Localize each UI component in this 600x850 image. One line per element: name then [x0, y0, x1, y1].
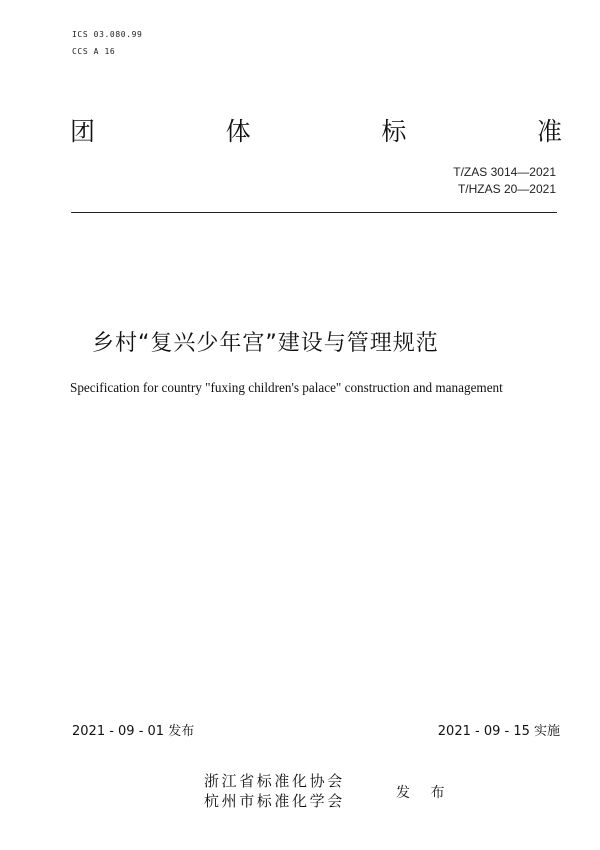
english-title: Specification for country "fuxing children's palace" construction and management: [70, 380, 503, 395]
document-type-heading: [70, 112, 562, 148]
document-type-char: 团: [70, 117, 96, 146]
publisher-hangzhou: 杭州市标准化学会: [204, 792, 345, 810]
header-divider: [71, 212, 557, 213]
standard-number-zas: T/ZAS 3014—2021: [453, 165, 556, 179]
issue-date: 2021 - 09 - 01 发布: [72, 724, 195, 739]
publisher-zhejiang: 浙江省标准化协会: [204, 772, 345, 790]
document-type-char: 准: [536, 117, 562, 146]
publish-label: 发 布: [396, 785, 453, 801]
standard-number-hzas: T/HZAS 20—2021: [457, 182, 556, 196]
chinese-title: 乡村“复兴少年宫”建设与管理规范: [92, 331, 439, 356]
document-type-char: 标: [381, 117, 407, 146]
implementation-date: 2021 - 09 - 15 实施: [437, 724, 560, 739]
ics-code: ICS 03.080.99: [72, 30, 143, 39]
ccs-code: CCS A 16: [72, 47, 116, 56]
document-type-char: 体: [225, 117, 251, 146]
